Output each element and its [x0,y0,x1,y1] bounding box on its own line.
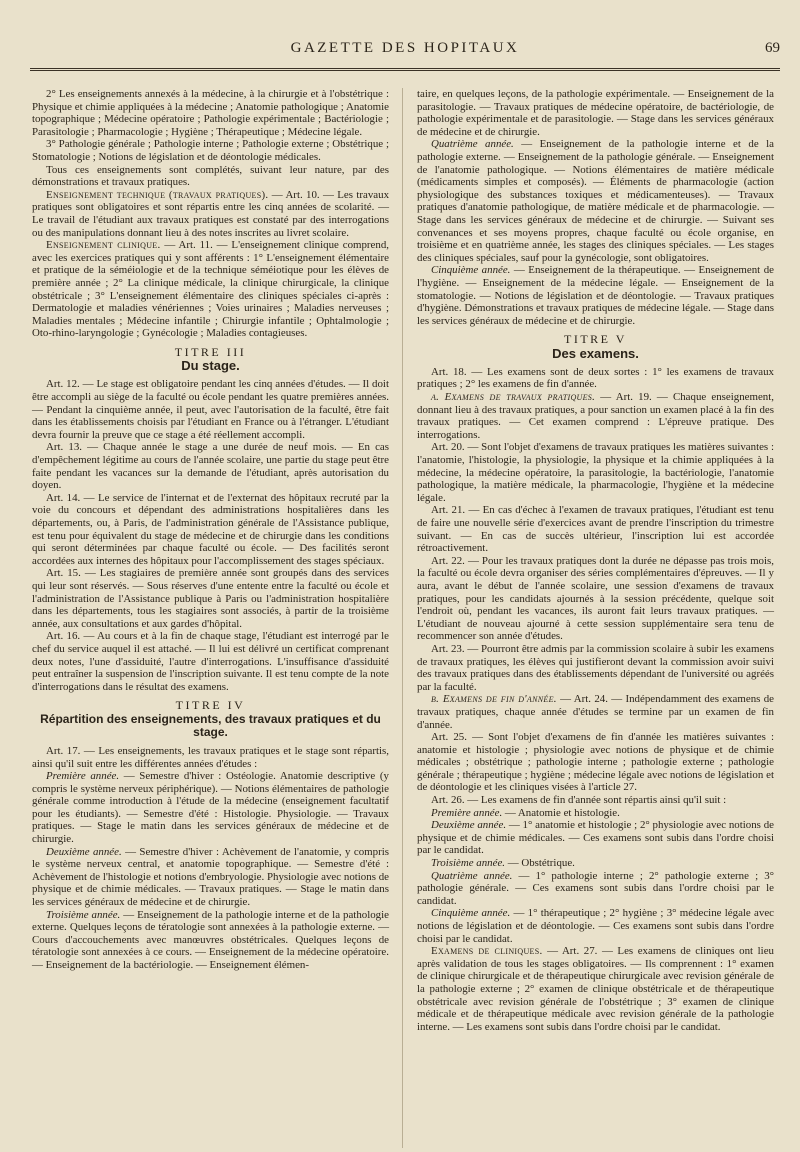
journal-title: GAZETTE DES HOPITAUX [290,40,520,56]
article-17: Art. 17. — Les enseignements, les travaux pratiques et le stage sont répartis, ainsi qu'il suit entre les différentes années d'études : [32,744,389,770]
year-label: Deuxième année. [46,845,122,858]
year-label: Troisième année. [431,857,506,870]
article-15: Art. 15. — Les stagiaires de première année sont groupés dans des services qui leur sont réservés. — Sous réserves d'une entente entre la faculté ou école et l'administration de l'Assistance publique à Paris ou l'administration hospitalière dans les départements, tous les stagiaires sont associés, à partir de la troisième année, aux consultations et aux gardes d'hôpital. [32,567,389,630]
titre-subheading: Des examens. [552,345,639,361]
year-label: Quatrième année. [431,138,514,151]
article-25: Art. 25. — Sont l'objet d'examens de fin d'année les matières suivantes : anatomie et histologie ; physiologie avec notions de physique et de chimie médicales ; obstétrique ; pathologie interne ; pathologie externe ; pathologie générale ; thérapeutique ; hygiène ; médecine légale avec notions de législation et de déontologie et les cliniques visées à l'article 27. [417,731,774,794]
year-label: Cinquième année. [431,264,511,277]
section-heading: b. Examens de fin d'année. [431,693,557,706]
article-19: a. Examens de travaux pratiques. — Art. 19. — Chaque enseignement, donnant lieu à des travaux pratiques, a pour sanction un examen placé à la fin des travaux pratiques. — Cet examen comprend : L'épreuve pratique. Des interrogations. [417,391,774,441]
titre-heading: TITRE IV [175,698,246,713]
paragraph: Tous ces enseignements sont complétés, suivant leur nature, par des démonstrations et travaux pratiques. [32,163,389,189]
year-label: Cinquième année. [431,907,511,920]
year-label: Quatrième année. [431,869,513,882]
year-paragraph: Première année. — Semestre d'hiver : Ostéologie. Anatomie descriptive (y compris le système nerveux périphérique). — Notions élémentaires de pathologie générale comme introduction à l'étude de la médecine (enseignement facultatif pour les étudiants). — Semestre d'été : Histologie. Physiologie. — Travaux pratiques. — Stage le matin dans les services généraux de médecine et de chirurgie. [32,770,389,846]
article-26: Art. 26. — Les examens de fin d'année sont répartis ainsi qu'il suit : [431,794,727,807]
titre-heading: TITRE V [564,332,627,347]
article-12: Art. 12. — Le stage est obligatoire pendant les cinq années d'études. — Il doit être accompli au siège de la faculté ou école pendant les quatre premières années. — Pendant la cinquième année, il peut, avec l'autorisation de la faculté, être fait dans les établissements choisis par l'étudiant en France ou à l'étranger. L'étudiant devra fournir la preuve que ce stage a été réellement accompli. [32,378,389,441]
year-paragraph: Troisième année. — Enseignement de la pathologie interne et de la pathologie externe. Quelques leçons de tératologie sont annexées à la pathologie externe. — Cours d'accouchements avec manœuvres obstétricales. Quelques leçons de tératologie sont annexées à ce cours. — Enseignement de la médecine opératoire. — Enseignement de la bactériologie. — Enseignement élémen- [32,908,389,971]
article-21: Art. 21. — En cas d'échec à l'examen de travaux pratiques, l'étudiant est tenu de faire une nouvelle série d'exercices avant de prendre l'inscription du trimestre suivant. — En cas de succès ultérieur, l'inscription lui est accordée rétroactivement. [417,504,774,555]
year-label: Première année. [431,806,503,819]
exam-year: Cinquième année. — 1° thérapeutique ; 2° hygiène ; 3° médecine légale avec notions de législation et de déontologie. — Ces examens sont subis dans l'ordre choisi par le candidat. [417,907,774,945]
exam-year: Quatrième année. — 1° pathologie interne ; 2° pathologie externe ; 3° pathologie générale. — Ces examens sont subis dans l'ordre choisi par le candidat. [417,869,774,907]
section-heading: Examens de cliniques. [431,945,543,958]
exam-year: Première année. — Anatomie et histologie. [431,806,620,819]
left-column [32,88,389,972]
section-heading: a. Examens de travaux pratiques. [431,391,596,404]
year-paragraph: Quatrième année. — Enseignement de la pathologie interne et de la pathologie externe. — Enseignement de la pathologie générale. — Enseignement de l'anatomie pathologique. — Notions élémentaires de matière médicale (médicaments simples et composés). — Éléments de pharmacologie (action physiologique des substances toxiques et médicamenteuses). — Travaux pratiques d'anatomie pathologique, de matière médicale et de pharmacologie. — Stage dans les services généraux de médecine et de chirurgie. — Suivant ses convenances et ses moyens propres, chaque faculté ou école organise, en troisième et en quatrième année, les stages des cliniques spéciales. — Les stages des cliniques spéciales, sauf pour la gynécologie, sont obligatoires. [417,138,774,264]
article-13: Art. 13. — Chaque année le stage a une durée de neuf mois. — En cas d'empêchement légitime au cours de l'année scolaire, une partie du stage peut être faite pendant les vacances sur la demande de l'étudiant, après autorisation du doyen. [32,441,389,492]
year-label: Troisième année. [46,908,121,921]
article-11: Enseignement clinique. — Art. 11. — L'enseignement clinique comprend, avec les exercices pratiques qui y sont afférents : 1° L'enseignement élémentaire et pratique de la séméiologie et de la technique séméiotique pour les élèves de première année ; 2° La clinique médicale, la clinique chirurgicale, la clinique obstétricale ; 3° L'enseignement élémentaire des cliniques spéciales ci-après : Dermatologie et maladies vénériennes ; Voies urinaires ; Maladies nerveuses ; Maladies mentales ; Médecine infantile ; Chirurgie infantile ; Ophtalmologie ; Oto-rhino-laryngologie ; Gynécologie ; Maladies contagieuses. [32,239,389,340]
article-10: Enseignement technique (travaux pratiques). — Art. 10. — Les travaux pratiques sont obligatoires et sont répartis entre les cinq années de scolarité. — Le travail de l'étudiant aux travaux pratiques est constaté par des interrogations ou des manipulations donnant lieu à des notes inscrites au livret scolaire. [32,188,390,239]
page-header [30,40,780,84]
titre-subheading: Répartition des enseignements, des travaux pratiques et du stage. [40,711,381,739]
section-heading: Enseignement technique (travaux pratiques). [46,188,269,201]
year-label: Première année. [46,770,120,783]
page-number: 69 [765,40,780,56]
titre-heading: TITRE III [174,344,247,359]
newspaper-page [30,40,780,1140]
paragraph: 3° Pathologie générale ; Pathologie interne ; Pathologie externe ; Obstétrique ; Stomatologie ; Notions de législation et de déontologie médicales. [32,138,389,163]
article-16: Art. 16. — Au cours et à la fin de chaque stage, l'étudiant est interrogé par le chef du service auquel il est attaché. — Il lui est délivré un certificat comprenant deux notes, l'une d'assiduité, l'autre d'interrogations. L'insuffisance d'assiduité peut entraîner la suspension de l'inscription suivante. Il est tenu compte de la note d'interrogations dans le résultat des examens. [32,630,389,693]
section-heading: Enseignement clinique. [46,239,161,252]
paragraph: 2° Les enseignements annexés à la médecine, à la chirurgie et à l'obstétrique : Physique et chimie appliquées à la médecine ; Anatomie pathologique ; Anatomie topographique ; Médecine opératoire ; Pathologie expérimentale ; Bactériologie ; Parasitologie ; Pharmacologie ; Hygiène ; Thérapeutique ; Médecine légale. [32,88,389,138]
right-column [417,88,774,1033]
article-22: Art. 22. — Pour les travaux pratiques dont la durée ne dépasse pas trois mois, la faculté ou école devra organiser des séries complémentaires d'épreuves. — Il y aura, avant le début de l'année scolaire, une session d'examens de travaux pratiques, pour les candidats ajournés à la session précédente, quelque soit l'endroit où, pendant les vacances, ils auront fait leurs travaux pratiques. — L'étudiant de nouveau ajourné à cette session supplémentaire sera tenu de recommencer son année d'études. [417,554,774,643]
article-18: Art. 18. — Les examens sont de deux sortes : 1° les examens de travaux pratiques ; 2° les examens de fin d'année. [417,365,774,391]
article-24: b. Examens de fin d'année. — Art. 24. — Indépendamment des examens de travaux pratiques, chaque année d'études se termine par un examen de fin d'année. [417,693,774,731]
article-20: Art. 20. — Sont l'objet d'examens de travaux pratiques les matières suivantes : l'anatomie, l'histologie, la physiologie, la physique et la chimie appliquées à la médecine, la médecine opératoire, la parasitologie, la bactériologie, l'anatomie pathologique, la matière médicale, la pharmacologie, l'hygiène et la médecine légale. [417,441,774,504]
exam-year: Troisième année. — Obstétrique. [431,857,575,870]
column-divider [402,88,403,1148]
header-rule [30,68,780,71]
year-label: Deuxième année. [431,819,507,832]
paragraph: taire, en quelques leçons, de la pathologie expérimentale. — Enseignement de la parasitologie. — Travaux pratiques de médecine opératoire, de bactériologie, de pathologie expérimentale et de parasitologie. — Stage dans les services généraux de médecine et de chirurgie. [417,88,774,138]
year-paragraph: Cinquième année. — Enseignement de la thérapeutique. — Enseignement de l'hygiène. — Enseignement de la médecine légale. — Enseignement de la stomatologie. — Notions de législation et de déontologie. — Travaux pratiques d'hygiène. Démonstrations et travaux pratiques de médecine légale. — Stage dans les services généraux de médecine et de chirurgie. [417,264,775,327]
article-14: Art. 14. — Le service de l'internat et de l'externat des hôpitaux recruté par la voie du concours et dépendant des administrations hospitalières dans les départements, ou, à Paris, de l'administration générale de l'Assistance publique, est tenu pour équivalent du stage de médecine et de chirurgie dans les conditions qui seront déterminées par chaque faculté ou école. — Des facilités seront accordées aux internes des hôpitaux pour l'accomplissement des stages spéciaux. [32,491,389,567]
titre-subheading: Du stage. [181,358,240,374]
article-23: Art. 23. — Pourront être admis par la commission scolaire à subir les examens de travaux pratiques, les élèves qui justifieront devant la commission avoir suivi des travaux pratiques dans des établissements dépendant de l'université ou agréés par la faculté. [417,642,774,693]
article-27: Examens de cliniques. — Art. 27. — Les examens de cliniques ont lieu après validation de tous les stages obligatoires. — Ils comprennent : 1° examen de clinique chirurgicale et de thérapeutique chirurgicale avec revision générale de la pathologie externe ; 2° examen de clinique obstétricale et de thérapeutique obstétricale avec revision générale de l'obstétrique ; 3° examen de clinique médicale et de thérapeutique médicale avec revision générale de la pathologie interne. — Les examens sont subis dans l'ordre choisi par le candidat. [417,945,774,1033]
year-paragraph: Deuxième année. — Semestre d'hiver : Achèvement de l'anatomie, y compris le système nerveux central, et anatomie topographique. — Semestre d'été : Achèvement de l'histologie et notions d'embryologie. Physiologie avec notions de physique et de chimie médicales. — Travaux pratiques. — Stage le matin dans les services généraux de médecine et de chirurgie. [32,845,389,909]
exam-year: Deuxième année. — 1° anatomie et histologie ; 2° physiologie avec notions de physique et de chimie médicales. — Ces examens sont subis dans l'ordre choisi par le candidat. [417,819,774,857]
